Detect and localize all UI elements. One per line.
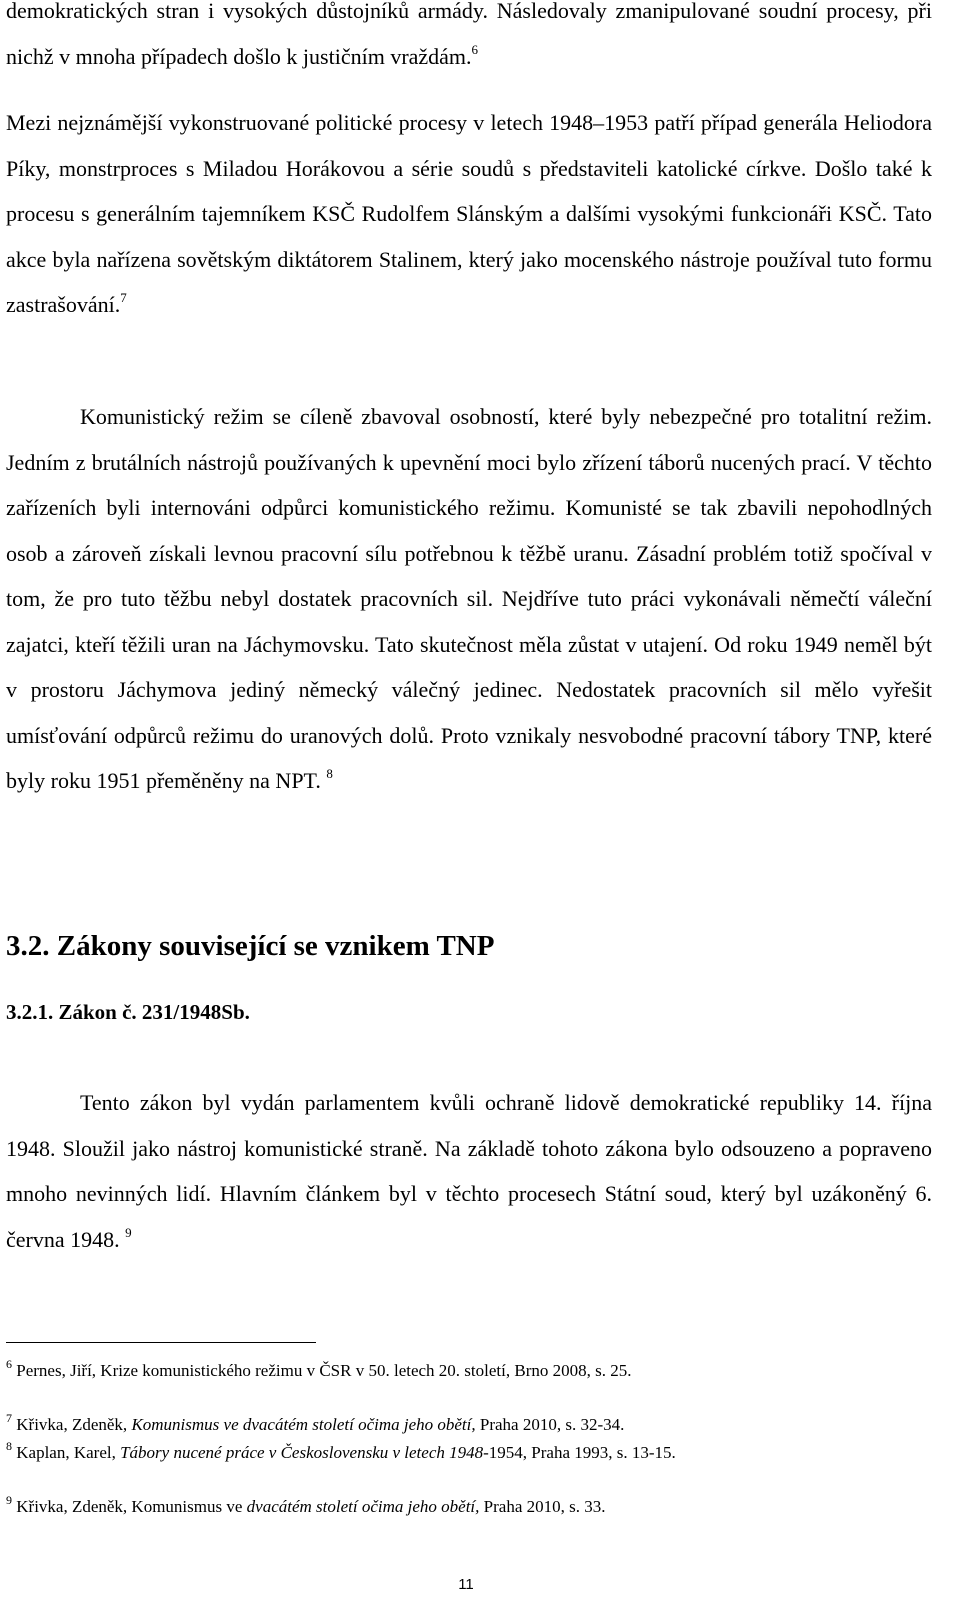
footnote-title: dvacátém století očima jeho obětí, <box>246 1497 480 1516</box>
footnote-number: 7 <box>6 1411 12 1425</box>
footnote-6 <box>6 1357 932 1382</box>
paragraph-3 <box>6 394 932 804</box>
page-number: 11 <box>458 1576 474 1593</box>
footnote-author: Kaplan, Karel, <box>16 1443 121 1462</box>
subsection-heading: 3.2.1. Zákon č. 231/1948Sb. <box>6 1000 250 1024</box>
footnote-9 <box>6 1493 932 1518</box>
footnote-author: Křivka, Zdeněk, <box>16 1415 132 1434</box>
footnote-number: 6 <box>6 1357 12 1371</box>
footnote-7 <box>6 1411 932 1436</box>
footnote-8 <box>6 1439 932 1464</box>
footnote-separator <box>6 1342 316 1343</box>
paragraph-3-text: Komunistický režim se cíleně zbavoval osobností, které byly nebezpečné pro totalitní režim. Jedním z brutálních nástrojů používaných k upevnění moci bylo zřízení táborů nucených prací. V těchto zařízeních byli internováni odpůrci komunistického režimu. Komunisté se tak zbavili nepohodlných osob a zároveň získali levnou pracovní sílu potřebnou k těžbě uranu. Zásadní problém totiž spočíval v tom, že pro tuto těžbu nebyl dostatek pracovních sil. Nejdříve tuto práci vykonávali němečtí váleční zajatci, kteří těžili uran na Jáchymovsku. Tato skutečnost měla zůstat v utajení. Od roku 1949 neměl být v prostoru Jáchymova jediný německý válečný jedinec. Nedostatek pracovních sil mělo vyřešit umísťování odpůrců režimu do uranových dolů. Proto vznikaly nesvobodné pracovní tábory TNP, které byly roku 1951 přeměněny na NPT. <box>6 404 932 793</box>
footnote-text: Pernes, Jiří, Krize komunistického režimu v ČSR v 50. letech 20. století, Brno 2008, s. 25. <box>16 1361 632 1380</box>
paragraph-2-text: Mezi nejznámější vykonstruované politické procesy v letech 1948–1953 patří případ generála Heliodora Píky, monstrproces s Miladou Horákovou a série soudů s představiteli katolické církve. Došlo také k procesu s generálním tajemníkem KSČ Rudolfem Slánským a dalšími vysokými funkcionáři KSČ. Tato akce byla nařízena sovětským diktátorem Stalinem, který jako mocenského nástroje používal tuto formu zastrašování. <box>6 110 932 317</box>
paragraph-2 <box>6 100 932 328</box>
footnote-number: 8 <box>6 1439 12 1453</box>
paragraph-1-text: demokratických stran i vysokých důstojníků armády. Následovaly zmanipulované soudní procesy, při nichž v mnoha případech došlo k justičním vraždám. <box>6 0 932 69</box>
section-heading: 3.2. Zákony související se vznikem TNP <box>6 930 495 962</box>
footnote-ref-6[interactable]: 6 <box>471 41 479 57</box>
footnote-title: Tábory nucené práce v Československu v letech 1948 <box>120 1443 484 1462</box>
footnote-ref-7[interactable]: 7 <box>120 290 127 305</box>
footnote-title: Komunismus ve dvacátém století očima jeho obětí, <box>131 1415 476 1434</box>
footnote-ref-9[interactable]: 9 <box>125 1224 132 1240</box>
footnote-ref-8[interactable]: 8 <box>326 766 333 781</box>
paragraph-4 <box>6 1080 932 1262</box>
paragraph-4-text: Tento zákon byl vydán parlamentem kvůli ochraně lidově demokratické republiky 14. října 1948. Sloužil jako nástroj komunistické straně. Na základě tohoto zákona bylo odsouzeno a popraveno mnoho nevinných lidí. Hlavním článkem byl v těchto procesech Státní soud, který byl uzákoněný 6. června 1948. <box>6 1090 932 1252</box>
footnote-number: 9 <box>6 1493 12 1507</box>
paragraph-1 <box>6 0 932 79</box>
footnote-source: Praha 2010, s. 33. <box>479 1497 606 1516</box>
footnote-source: Praha 2010, s. 32-34. <box>475 1415 625 1434</box>
footnote-author: Křivka, Zdeněk, Komunismus ve <box>16 1497 247 1516</box>
footnote-source: -1954, Praha 1993, s. 13-15. <box>483 1443 676 1462</box>
